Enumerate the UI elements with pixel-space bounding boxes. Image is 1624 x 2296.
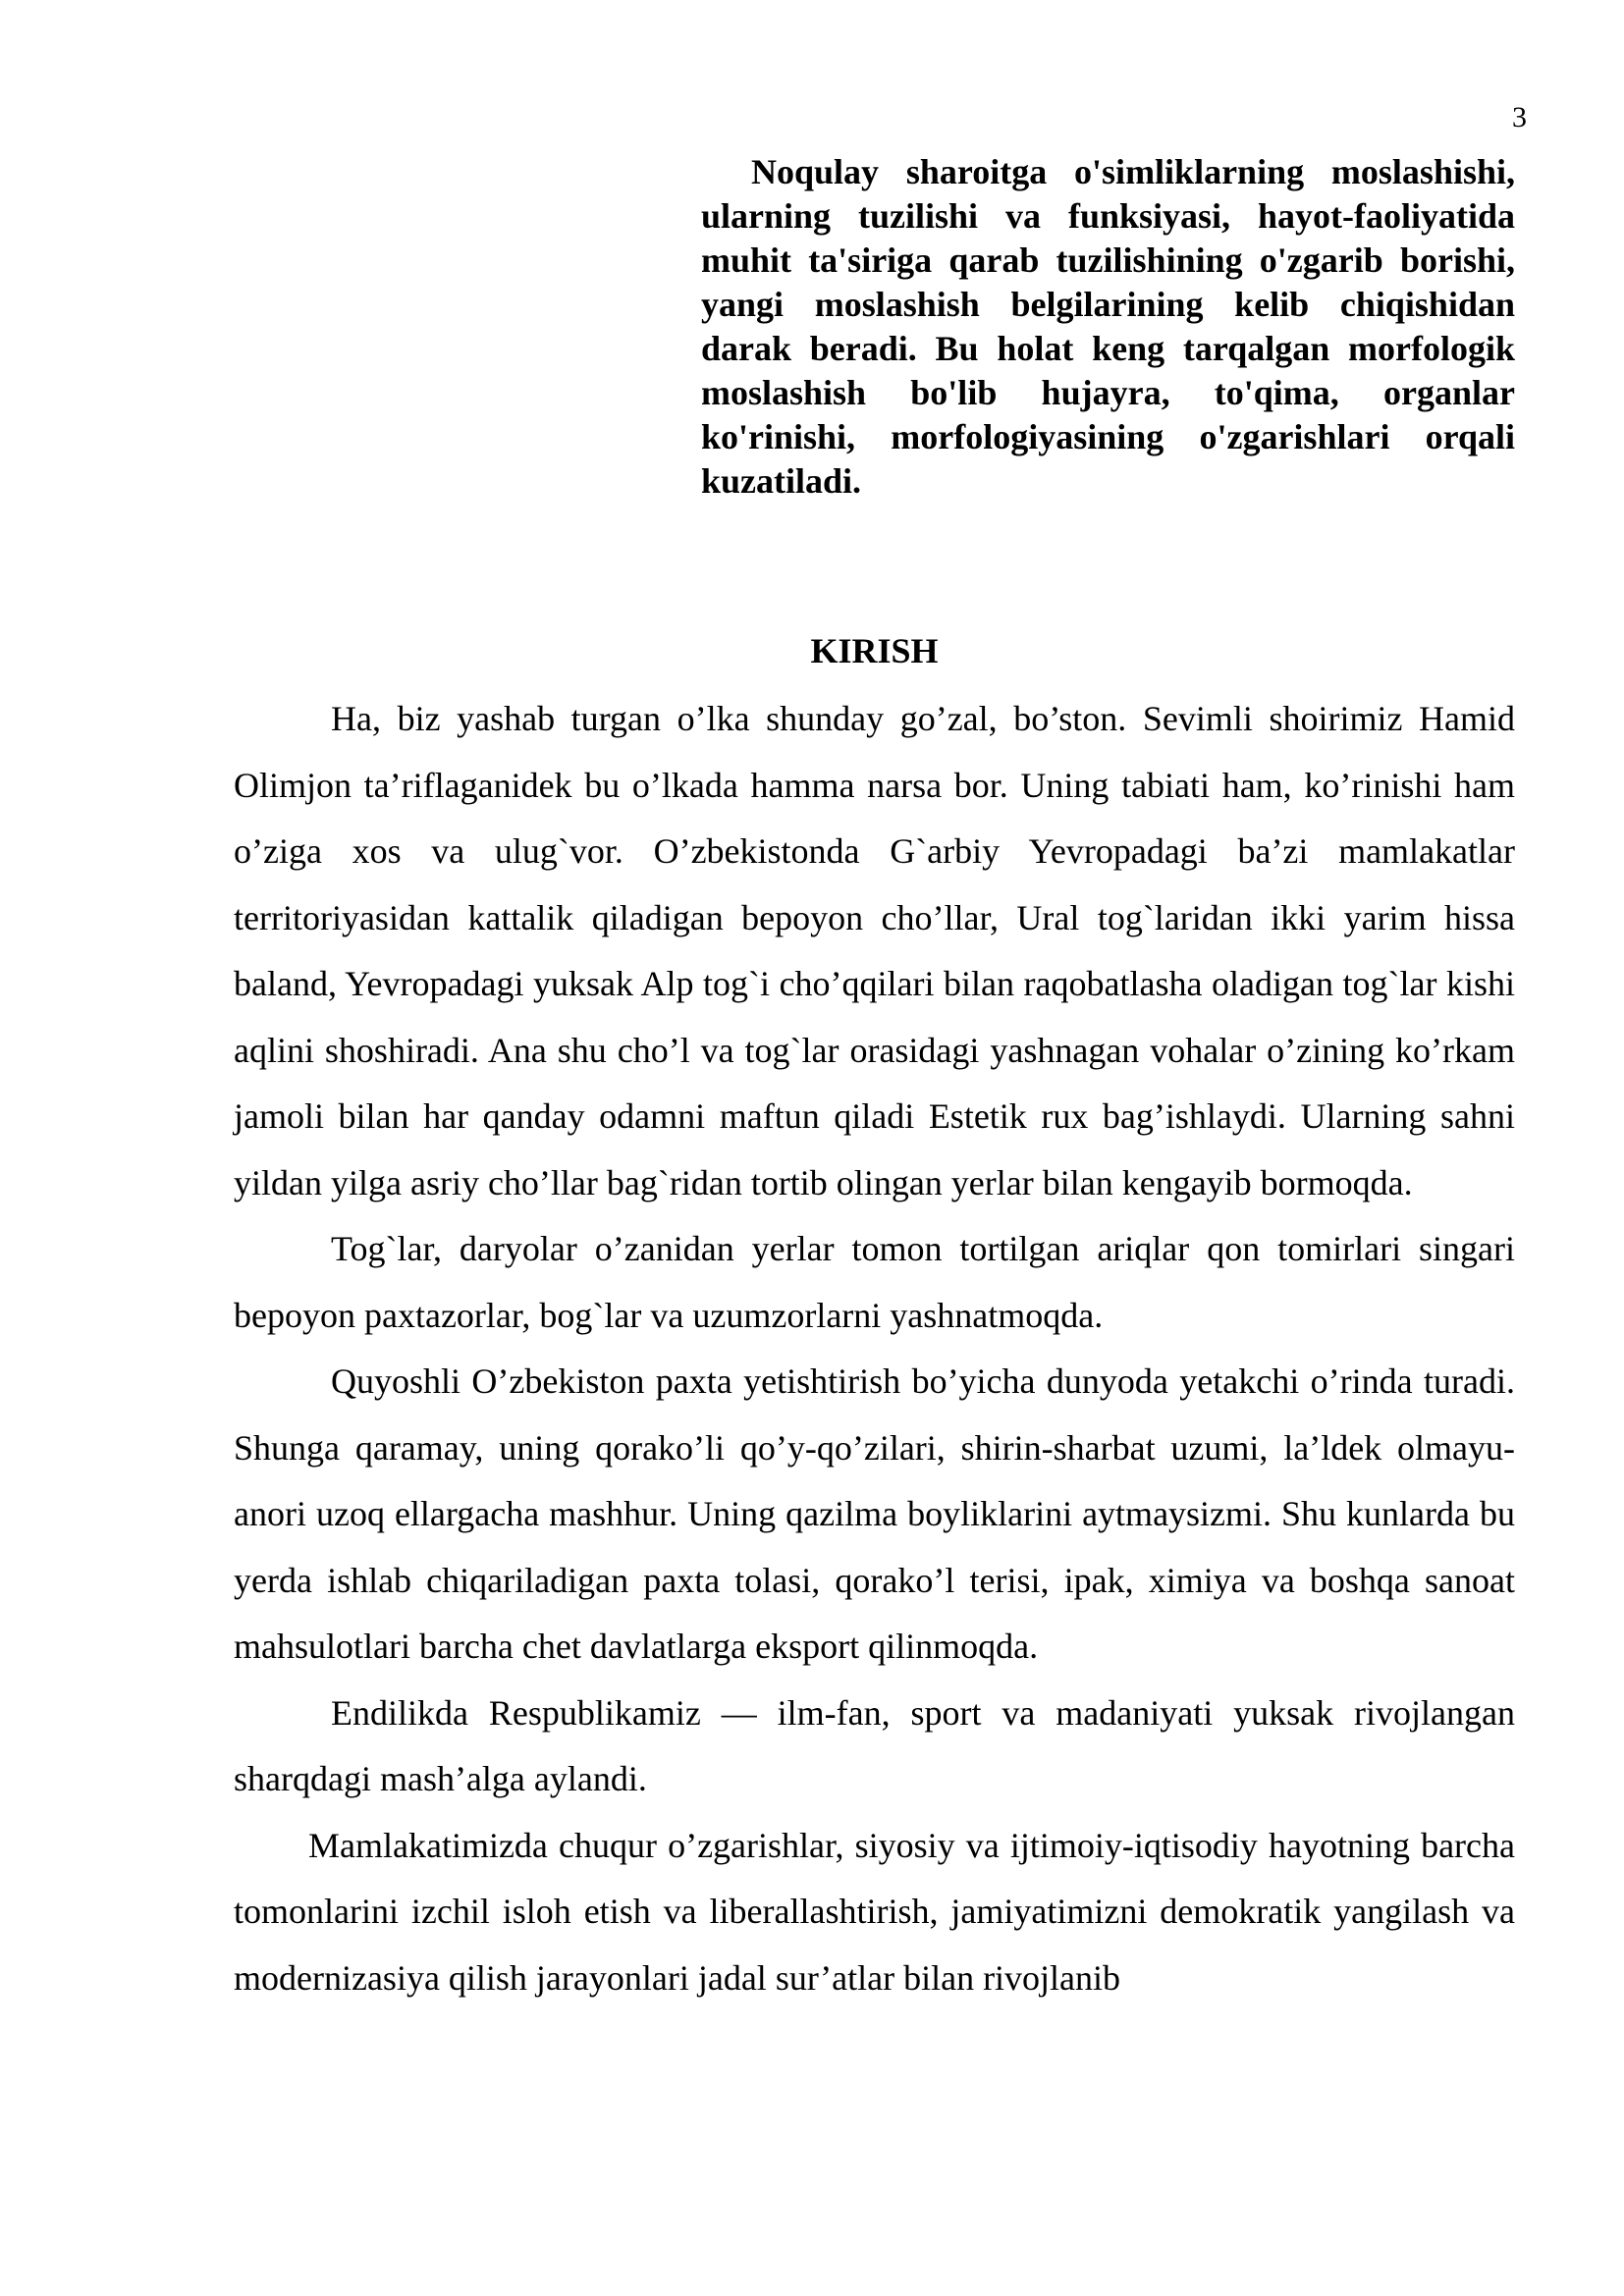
epigraph: Noqulay sharoitga o'simliklarning moslashishi, ularning tuzilishi va funksiyasi, hayot-faoliyatida muhit ta'siriga qarab tuzilishining o'zgarib borishi, yangi moslashish belgilarining kelib chiqishidan darak beradi. Bu holat keng tarqalgan morfologik moslashish bo'lib hujayra, to'qima, organlar ko'rinishi, morfologiyasining o'zgarishlari orqali kuzatiladi. [701, 152, 1515, 501]
paragraph: Quyoshli O’zbekiston paxta yetishtirish bo’yicha dunyoda yetakchi o’rinda turadi. Shunga qaramay, uning qorako’li qo’y-qo’zilari, shirin-sharbat uzumi, la’ldek olmayu-anori uzoq ellargacha mashhur. Uning qazilma boyliklarini aytmaysizmi. Shu kunlarda bu yerda ishlab chiqariladigan paxta tolasi, qorako’l terisi, ipak, ximiya va boshqa sanoat mahsulotlari barcha chet davlatlarga eksport qilinmoqda. [234, 1362, 1515, 1666]
body-text [234, 686, 1515, 2011]
paragraph: Mamlakatimizda chuqur o’zgarishlar, siyosiy va ijtimoiy-iqtisodiy hayotning barcha tomonlarini izchil isloh etish va liberallashtirish, jamiyatimizni demokratik yangilash va modernizasiya qilish jarayonlari jadal sur’atlar bilan rivojlanib [234, 1825, 1515, 1998]
paragraph: Tog`lar, daryolar o’zanidan yerlar tomon tortilgan ariqlar qon tomirlari singari bepoyon paxtazorlar, bog`lar va uzumzorlarni yashnatmoqda. [234, 1229, 1515, 1335]
section-title: KIRISH [810, 631, 939, 670]
page-number: 3 [1512, 101, 1527, 133]
paragraph: Ha, biz yashab turgan o’lka shunday go’zal, bo’ston. Sevimli shoirimiz Hamid Olimjon ta’riflaganidek bu o’lkada hamma narsa bor. Uning tabiati ham, ko’rinishi ham o’ziga xos va ulug`vor. O’zbekistonda G`arbiy Yevropadagi ba’zi mamlakatlar territoriyasidan kattalik qiladigan bepoyon cho’llar, Ural tog`laridan ikki yarim hissa baland, Yevropadagi yuksak Alp tog`i cho’qqilari bilan raqobatlasha oladigan tog`lar kishi aqlini shoshiradi. Ana shu cho’l va tog`lar orasidagi yashnagan vohalar o’zining ko’rkam jamoli bilan har qanday odamni maftun qiladi Estetik rux bag’ishlaydi. Ularning sahni yildan yilga asriy cho’llar bag`ridan tortib olingan yerlar bilan kengayib bormoqda. [234, 699, 1515, 1202]
paragraph: Endilikda Respublikamiz — ilm-fan, sport va madaniyati yuksak rivojlangan sharqdagi mash’alga aylandi. [234, 1692, 1515, 1798]
